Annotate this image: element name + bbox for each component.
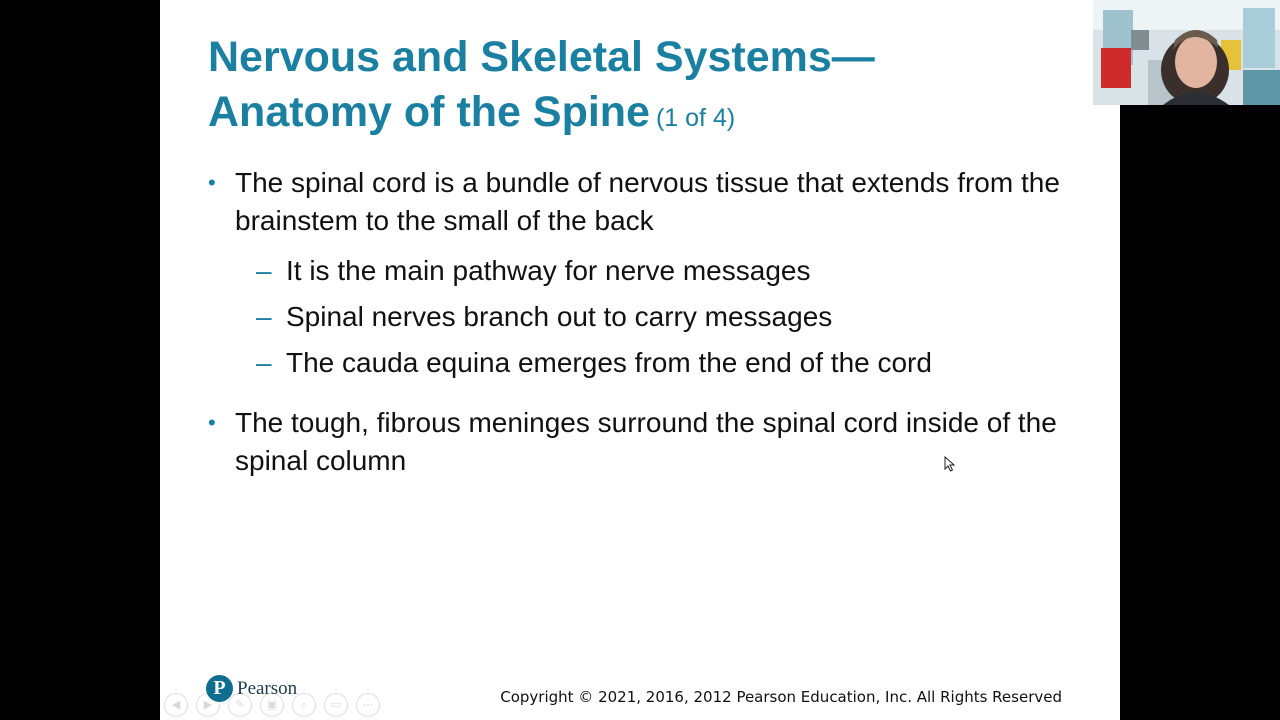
sub-bullet-item xyxy=(235,340,1068,386)
bullet-marker: • xyxy=(208,410,216,435)
sub-bullet-marker: – xyxy=(256,255,272,286)
previous-icon[interactable]: ◀ xyxy=(164,693,188,717)
pen-icon[interactable]: ✎ xyxy=(228,693,252,717)
slide xyxy=(160,0,1120,720)
sub-bullet-text: It is the main pathway for nerve messages xyxy=(286,255,811,286)
pearson-logo-mark: P xyxy=(206,675,233,702)
zoom-icon[interactable]: ⌕ xyxy=(292,693,316,717)
copyright-notice: Copyright © 2021, 2016, 2012 Pearson Education, Inc. All Rights Reserved xyxy=(500,688,1062,706)
bullet-list xyxy=(208,164,1068,498)
slide-title-line-2-text: Anatomy of the Spine xyxy=(208,88,650,136)
slide-title-line-1: Nervous and Skeletal Systems— xyxy=(208,33,875,81)
slide-title-line-2 xyxy=(208,85,1068,146)
slides-icon[interactable]: ▣ xyxy=(260,693,284,717)
webcam-video xyxy=(1093,0,1280,105)
next-icon[interactable]: ▶ xyxy=(196,693,220,717)
bullet-marker: • xyxy=(208,170,216,195)
pearson-logo-text: Pearson xyxy=(237,677,298,699)
bullet-text: The tough, fibrous meninges surround the spinal cord inside of the spinal column xyxy=(235,407,1057,476)
bullet-item xyxy=(208,164,1068,386)
sub-bullet-item xyxy=(235,294,1068,340)
webcam-picture xyxy=(1093,0,1280,105)
bullet-item xyxy=(208,404,1068,480)
slide-title xyxy=(208,30,1068,146)
sub-bullet-item xyxy=(235,248,1068,294)
sub-bullet-marker: – xyxy=(256,347,272,378)
slide-part-indicator: (1 of 4) xyxy=(655,104,736,132)
sub-bullet-text: Spinal nerves branch out to carry messages xyxy=(286,301,833,332)
sub-bullet-marker: – xyxy=(256,301,272,332)
mouse-cursor-icon xyxy=(944,456,956,472)
bullet-text: The spinal cord is a bundle of nervous tissue that extends from the brainstem to the small of the back xyxy=(235,167,1060,236)
sub-bullet-text: The cauda equina emerges from the end of the cord xyxy=(286,347,932,378)
sub-bullet-list xyxy=(235,248,1068,386)
more-icon[interactable]: ⋯ xyxy=(356,693,380,717)
pearson-logo xyxy=(206,675,297,702)
subtitles-icon[interactable]: ▭ xyxy=(324,693,348,717)
